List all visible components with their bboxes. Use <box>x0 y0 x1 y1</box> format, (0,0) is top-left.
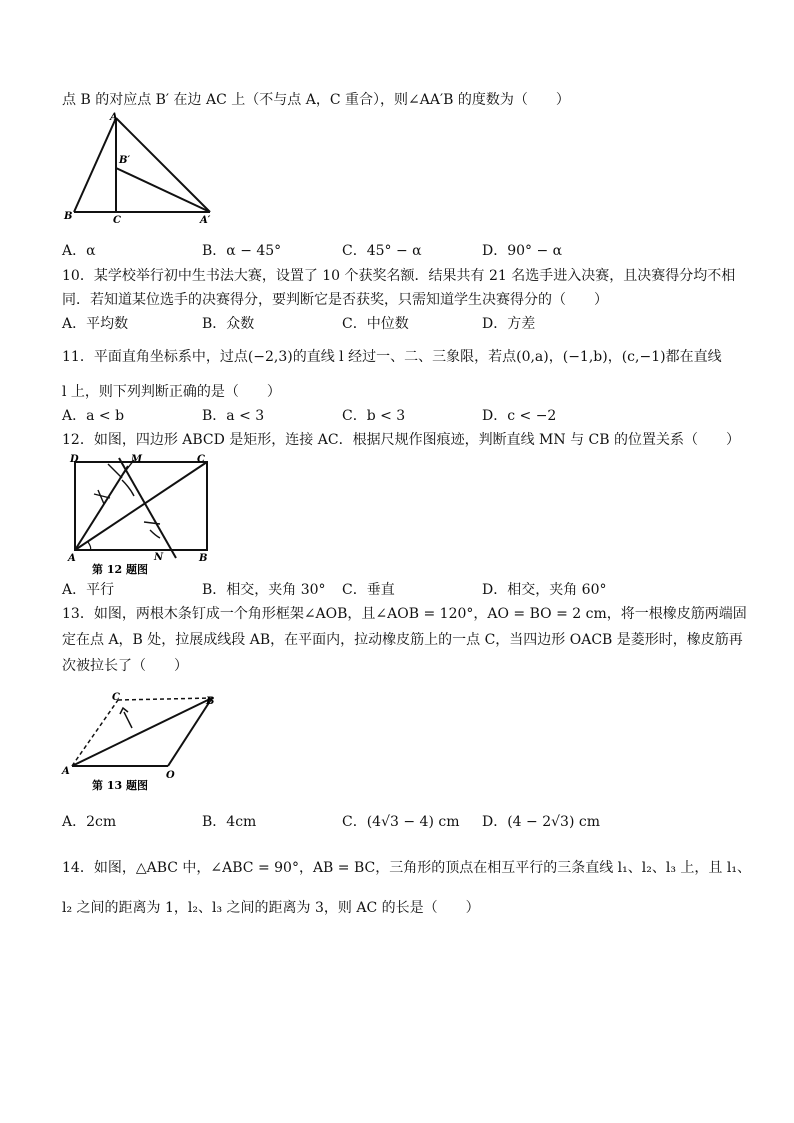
q9-figure <box>60 112 220 224</box>
q12-label-n: N <box>154 552 164 563</box>
q12-label-a: A <box>68 553 76 564</box>
q11-option-c[interactable]: C．b < 3 <box>342 408 406 424</box>
q12-label-d: D <box>70 454 79 465</box>
q14-stem-line-1: 14．如图，△ABC 中，∠ABC = 90°，AB = BC，三角形的顶点在相互平行的三条直线 l₁、l₂、l₃ 上，且 l₁、 <box>62 860 751 876</box>
q13-stem-line-3: 次被拉长了（ ） <box>62 658 188 674</box>
q9-label-b-prime: B′ <box>119 155 131 166</box>
q13-option-c[interactable]: C．(4√3 − 4) cm <box>342 814 460 830</box>
q13-label-a: A <box>62 766 70 777</box>
q10-options <box>62 314 762 334</box>
q12-figure <box>64 452 224 576</box>
q13-options <box>62 812 762 832</box>
q13-stem-line-1: 13．如图，两根木条钉成一个角形框架∠AOB，且∠AOB = 120°，AO = BO = 2 cm，将一根橡皮筋两端固 <box>62 606 747 622</box>
q11-options <box>62 406 762 426</box>
q10-option-d[interactable]: D．方差 <box>482 316 536 332</box>
q13-label-o: O <box>166 770 175 781</box>
q12-caption: 第 12 题图 <box>92 563 148 576</box>
q12-label-c: C <box>197 454 205 465</box>
q9-label-b: B <box>64 211 73 222</box>
q11-stem-line-2: l 上，则下列判断正确的是（ ） <box>62 384 281 400</box>
q10-stem-line-1: 10．某学校举行初中生书法大赛，设置了 10 个获奖名额．结果共有 21 名选手进入决赛，且决赛得分均不相 <box>62 268 736 284</box>
q11-option-a[interactable]: A．a < b <box>62 408 125 424</box>
q9-label-a-prime: A′ <box>200 215 211 224</box>
q10-option-b[interactable]: B．众数 <box>202 316 255 332</box>
q12-label-b: B <box>199 553 208 564</box>
q13-label-c: C <box>112 692 120 703</box>
q9-option-a[interactable]: A．α <box>62 243 96 259</box>
q14-stem-line-2: l₂ 之间的距离为 1，l₂、l₃ 之间的距离为 3，则 AC 的长是（ ） <box>62 900 480 916</box>
q11-stem-line-1: 11．平面直角坐标系中，过点(−2,3)的直线 l 经过一、二、三象限，若点(0,a)，(−1,b)，(c,−1)都在直线 <box>62 349 722 365</box>
q12-stem: 12．如图，四边形 ABCD 是矩形，连接 AC．根据尺规作图痕迹，判断直线 MN 与 CB 的位置关系（ ） <box>62 432 740 448</box>
q13-caption: 第 13 题图 <box>92 779 148 792</box>
q9-label-c: C <box>113 215 121 224</box>
q9-option-d[interactable]: D．90° − α <box>482 243 563 259</box>
q9-option-c[interactable]: C．45° − α <box>342 243 422 259</box>
q12-label-m: M <box>131 454 143 465</box>
q10-option-c[interactable]: C．中位数 <box>342 316 409 332</box>
q13-option-b[interactable]: B．4cm <box>202 814 257 830</box>
q9-options <box>62 241 762 261</box>
q12-option-c[interactable]: C．垂直 <box>342 582 395 598</box>
q10-option-a[interactable]: A．平均数 <box>62 316 129 332</box>
q11-option-b[interactable]: B．a < 3 <box>202 408 265 424</box>
q12-options <box>62 580 762 600</box>
q10-stem-line-2: 同．若知道某位选手的决赛得分，要判断它是否获奖，只需知道学生决赛得分的（ ） <box>62 292 608 308</box>
q12-option-a[interactable]: A．平行 <box>62 582 115 598</box>
q9-label-a: A <box>110 112 118 123</box>
q13-option-a[interactable]: A．2cm <box>62 814 117 830</box>
q13-label-b: B <box>206 696 215 707</box>
q13-option-d[interactable]: D．(4 − 2√3) cm <box>482 814 600 830</box>
q9-option-b[interactable]: B．α − 45° <box>202 243 282 259</box>
q11-option-d[interactable]: D．c < −2 <box>482 408 557 424</box>
q9-stem: 点 B 的对应点 B′ 在边 AC 上（不与点 A，C 重合），则∠AA′B 的度数为（ ） <box>62 92 570 108</box>
q12-option-b[interactable]: B．相交，夹角 30° <box>202 582 326 598</box>
q12-option-d[interactable]: D．相交，夹角 60° <box>482 582 607 598</box>
q13-stem-line-2: 定在点 A，B 处，拉展成线段 AB，在平面内，拉动橡皮筋上的一点 C，当四边形 OACB 是菱形时，橡皮筋再 <box>62 632 743 648</box>
q13-figure <box>60 688 222 796</box>
